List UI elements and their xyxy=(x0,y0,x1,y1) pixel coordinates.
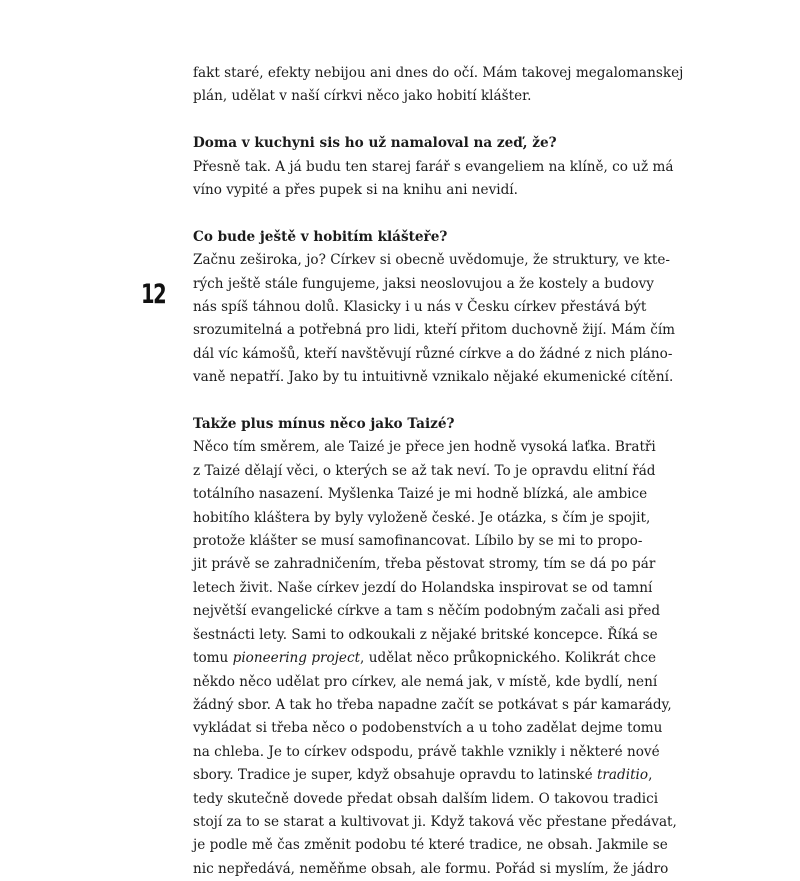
body-line: jit právě se zahradničením, třeba pěstovat stromy, tím se dá po pár xyxy=(193,556,656,573)
body-line: je podle mě čas změnit podobu té které tradice, ne obsah. Jakmile se xyxy=(193,837,668,854)
body-line: tomu pioneering project, udělat něco průkopnického. Kolikrát chce xyxy=(193,650,657,667)
body-line: sbory. Tradice je super, když obsahuje opravdu to latinské traditio, xyxy=(193,767,653,784)
body-line: rých ještě stále fungujeme, jaksi neoslovujou a že kostely a budovy xyxy=(193,275,654,292)
emphasized-term: traditio xyxy=(596,767,649,784)
body-line: někdo něco udělat pro církev, ale nemá jak, v místě, kde bydlí, není xyxy=(193,673,658,690)
question-heading: Doma v kuchyni sis ho už namaloval na zeď, že? xyxy=(193,135,557,152)
body-line: víno vypité a přes pupek si na knihu ani nevidí. xyxy=(193,182,518,199)
body-line: šestnácti lety. Sami to odkoukali z nějaké britské koncepce. Říká se xyxy=(193,626,658,643)
body-line: vaně nepatří. Jako by tu intuitivně vznikalo nějaké ekumenické cítění. xyxy=(193,369,674,386)
body-line: Začnu zeširoka, jo? Církev si obecně uvědomuje, že struktury, ve kte- xyxy=(193,252,671,269)
question-heading: Takže plus mínus něco jako Taizé? xyxy=(193,416,455,433)
body-line: hobitího kláštera by byly vyloženě české. Je otázka, s čím je spojit, xyxy=(193,509,651,526)
emphasized-term: pioneering project xyxy=(232,650,361,667)
body-line: Něco tím směrem, ale Taizé je přece jen hodně vysoká laťka. Bratři xyxy=(193,439,656,456)
body-line: srozumitelná a potřebná pro lidi, kteří přitom duchovně žijí. Mám čím xyxy=(193,322,676,339)
body-line: fakt staré, efekty nebijou ani dnes do očí. Mám takovej megalomanskej xyxy=(193,65,684,81)
body-line: nás spíš táhnou dolů. Klasicky i u nás v Česku církev přestává být xyxy=(193,299,647,316)
body-line: dál víc kámošů, kteří navštěvují různé církve a do žádné z nich pláno- xyxy=(193,345,673,362)
body-line: totálního nasazení. Myšlenka Taizé je mi hodně blízká, ale ambice xyxy=(193,486,648,503)
body-line: žádný sbor. A tak ho třeba napadne začít se potkávat s pár kamarády, xyxy=(193,696,672,713)
body-line: letech živit. Naše církev jezdí do Holandska inspirovat se od tamní xyxy=(193,579,653,596)
question-heading: Co bude ještě v hobitím klášteře? xyxy=(193,228,448,245)
body-line: tedy skutečně dovede předat obsah dalším lidem. O takovou tradici xyxy=(193,790,659,807)
page-number: 12 xyxy=(141,279,166,310)
body-line: na chleba. Je to církev odspodu, právě takhle vznikly i některé nové xyxy=(193,743,660,760)
body-line: protože klášter se musí samofinancovat. Líbilo by se mi to propo- xyxy=(193,533,643,550)
body-line: stojí za to se starat a kultivovat ji. Když taková věc přestane předávat, xyxy=(193,813,677,830)
body-line: Přesně tak. A já budu ten starej farář s evangeliem na klíně, co už má xyxy=(193,158,674,175)
body-line: plán, udělat v naší církvi něco jako hobití klášter. xyxy=(193,88,532,105)
body-line: největší evangelické církve a tam s něčím podobným začali asi před xyxy=(193,603,661,620)
body-line: nic nepředává, neměňme obsah, ale formu. Pořád si myslím, že jádro xyxy=(193,860,669,877)
body-text xyxy=(193,62,684,881)
body-line: z Taizé dělají věci, o kterých se až tak neví. To je opravdu elitní řád xyxy=(193,462,656,479)
body-line: vykládat si třeba něco o podobenstvích a u toho zadělat dejme tomu xyxy=(193,720,663,737)
